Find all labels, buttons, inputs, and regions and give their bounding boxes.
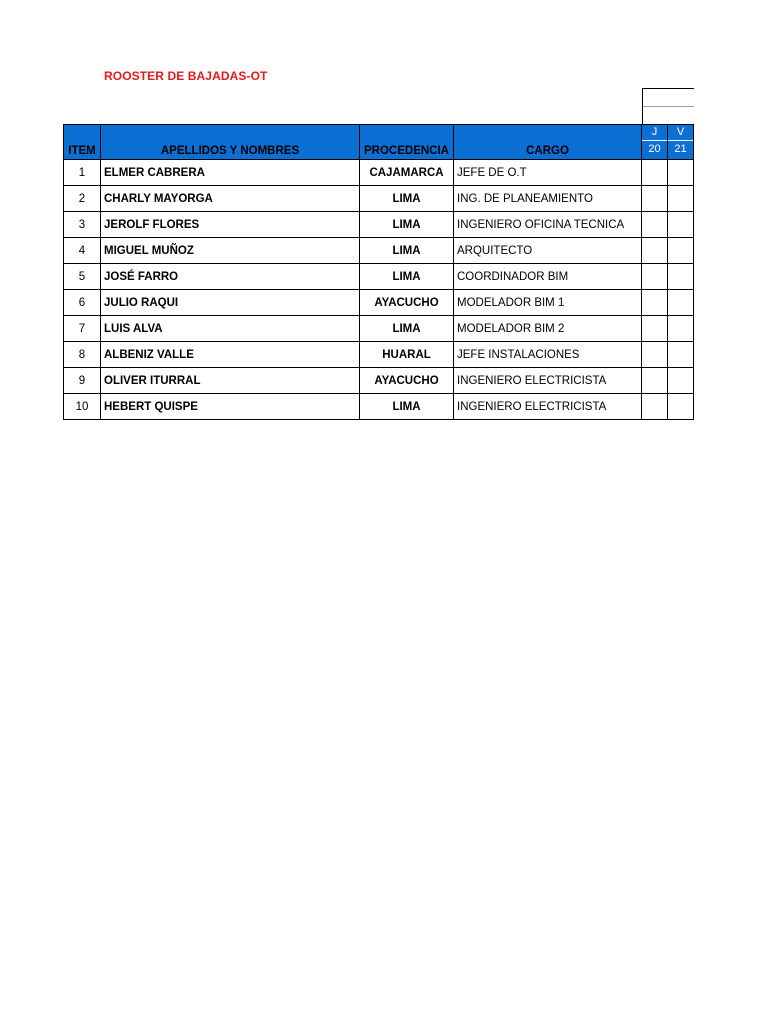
name-cell[interactable]: HEBERT QUISPE	[101, 394, 360, 420]
procedencia-cell[interactable]: AYACUCHO	[360, 290, 454, 316]
day-cell[interactable]	[668, 342, 694, 368]
cargo-cell[interactable]: MODELADOR BIM 1	[454, 290, 642, 316]
day-cell[interactable]	[668, 264, 694, 290]
procedencia-cell[interactable]: LIMA	[360, 316, 454, 342]
day-cell[interactable]	[668, 316, 694, 342]
item-cell[interactable]: 1	[64, 160, 101, 186]
cargo-cell[interactable]: ING. DE PLANEAMIENTO	[454, 186, 642, 212]
item-cell[interactable]: 5	[64, 264, 101, 290]
procedencia-cell[interactable]: HUARAL	[360, 342, 454, 368]
table-row	[64, 160, 694, 186]
name-cell[interactable]: JULIO RAQUI	[101, 290, 360, 316]
procedencia-cell[interactable]: LIMA	[360, 238, 454, 264]
procedencia-cell[interactable]: LIMA	[360, 264, 454, 290]
cargo-cell[interactable]: JEFE INSTALACIONES	[454, 342, 642, 368]
name-cell[interactable]: LUIS ALVA	[101, 316, 360, 342]
day-cell[interactable]	[642, 186, 668, 212]
day-number: 20	[648, 143, 661, 155]
procedencia-cell[interactable]: LIMA	[360, 212, 454, 238]
procedencia-cell[interactable]: LIMA	[360, 394, 454, 420]
name-cell[interactable]: ALBENIZ VALLE	[101, 342, 360, 368]
header-name: APELLIDOS Y NOMBRES	[101, 125, 360, 160]
header-day-1	[642, 125, 668, 160]
table-row	[64, 212, 694, 238]
day-cell[interactable]	[642, 342, 668, 368]
table-row	[64, 368, 694, 394]
day-cell[interactable]	[642, 394, 668, 420]
cargo-cell[interactable]: MODELADOR BIM 2	[454, 316, 642, 342]
cargo-cell[interactable]: INGENIERO OFICINA TECNICA	[454, 212, 642, 238]
day-cell[interactable]	[668, 290, 694, 316]
table-row	[64, 316, 694, 342]
item-cell[interactable]: 9	[64, 368, 101, 394]
item-cell[interactable]: 3	[64, 212, 101, 238]
table-row	[64, 342, 694, 368]
header-procedencia: PROCEDENCIA	[360, 125, 454, 160]
name-cell[interactable]: JEROLF FLORES	[101, 212, 360, 238]
table-row	[64, 238, 694, 264]
item-cell[interactable]: 2	[64, 186, 101, 212]
day-cell[interactable]	[668, 160, 694, 186]
day-cell[interactable]	[642, 264, 668, 290]
name-cell[interactable]: CHARLY MAYORGA	[101, 186, 360, 212]
procedencia-cell[interactable]: CAJAMARCA	[360, 160, 454, 186]
table-row	[64, 290, 694, 316]
item-cell[interactable]: 7	[64, 316, 101, 342]
cargo-cell[interactable]: JEFE DE O.T	[454, 160, 642, 186]
header-day-2	[668, 125, 694, 160]
day-cell[interactable]	[642, 160, 668, 186]
name-cell[interactable]: OLIVER ITURRAL	[101, 368, 360, 394]
cargo-cell[interactable]: ARQUITECTO	[454, 238, 642, 264]
procedencia-cell[interactable]: LIMA	[360, 186, 454, 212]
day-cell[interactable]	[642, 316, 668, 342]
header-row	[64, 125, 694, 160]
header-item: ITEM	[64, 125, 101, 160]
day-cell[interactable]	[642, 238, 668, 264]
item-cell[interactable]: 8	[64, 342, 101, 368]
day-cell[interactable]	[668, 186, 694, 212]
name-cell[interactable]: JOSÉ FARRO	[101, 264, 360, 290]
day-cell[interactable]	[642, 212, 668, 238]
item-cell[interactable]: 10	[64, 394, 101, 420]
cargo-cell[interactable]: INGENIERO ELECTRICISTA	[454, 368, 642, 394]
sheet-title: ROOSTER DE BAJADAS-OT	[104, 69, 268, 83]
name-cell[interactable]: ELMER CABRERA	[101, 160, 360, 186]
day-letter: V	[668, 125, 693, 141]
day-cell[interactable]	[668, 394, 694, 420]
day-cell[interactable]	[642, 368, 668, 394]
day-letter: J	[642, 125, 667, 141]
day-cell[interactable]	[668, 238, 694, 264]
cargo-cell[interactable]: INGENIERO ELECTRICISTA	[454, 394, 642, 420]
header-frame	[642, 88, 694, 125]
table-row	[64, 394, 694, 420]
day-number: 21	[674, 143, 687, 155]
procedencia-cell[interactable]: AYACUCHO	[360, 368, 454, 394]
header-frame-divider	[643, 106, 694, 107]
item-cell[interactable]: 6	[64, 290, 101, 316]
name-cell[interactable]: MIGUEL MUÑOZ	[101, 238, 360, 264]
item-cell[interactable]: 4	[64, 238, 101, 264]
day-cell[interactable]	[642, 290, 668, 316]
table-row	[64, 264, 694, 290]
day-cell[interactable]	[668, 212, 694, 238]
day-cell[interactable]	[668, 368, 694, 394]
header-cargo: CARGO	[454, 125, 642, 160]
table-row	[64, 186, 694, 212]
roster-table	[63, 124, 694, 420]
cargo-cell[interactable]: COORDINADOR BIM	[454, 264, 642, 290]
